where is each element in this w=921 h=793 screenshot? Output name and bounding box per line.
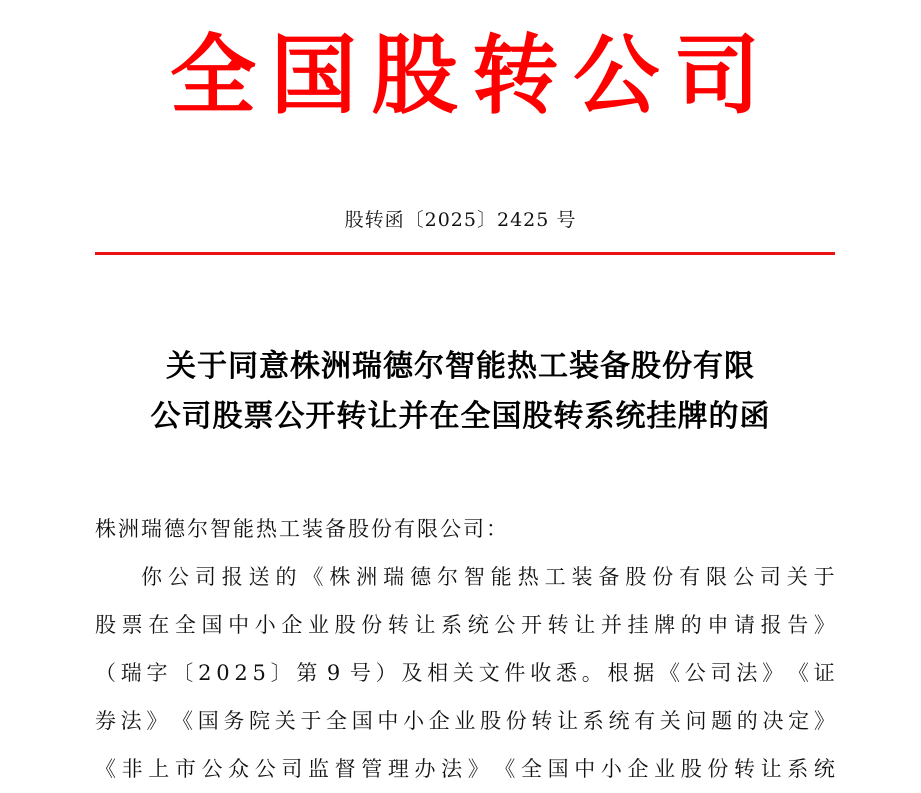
masthead-title	[95, 26, 835, 126]
title-line-2: 公司股票公开转让并在全国股转系统挂牌的函	[150, 399, 771, 434]
document-title	[90, 342, 831, 442]
body-line: 股 票 在 全 国 中 小 企 业 股 份 转 让 系 统 公 开 转 让 并 挂 牌 的 申 请 报 告 》	[95, 613, 835, 637]
title-line-1: 关于同意株洲瑞德尔智能热工装备股份有限	[166, 349, 755, 384]
masthead-char: 国	[270, 25, 357, 126]
body-line: 券 法 》 《 国 务 院 关 于 全 国 中 小 企 业 股 份 转 让 系 统 有 关 问 题 的 决 定 》	[95, 709, 835, 733]
document-number: 股转函〔2025〕2425 号	[344, 209, 577, 231]
masthead-char: 公	[573, 25, 660, 126]
masthead-char: 全	[170, 25, 256, 126]
salutation: 株洲瑞德尔智能热工装备股份有限公司：	[95, 517, 509, 541]
document-body	[95, 505, 835, 793]
body-line: 你 公 司 报 送 的 《 株 洲 瑞 德 尔 智 能 热 工 装 备 股 份 有 限 公 司 关 于	[141, 565, 835, 589]
masthead-char: 股	[371, 25, 458, 126]
masthead-char: 司	[673, 25, 760, 126]
body-line: （ 瑞 字 〔 2 0 2 5 〕 第 9 号 ） 及 相 关 文 件 收 悉 。 根 据 《 公 司 法 》 《 证	[95, 661, 835, 685]
red-divider-line	[95, 252, 835, 255]
body-line: 《 非 上 市 公 众 公 司 监 督 管 理 办 法 》 《 全 国 中 小 企 业 股 份 转 让 系 统	[95, 757, 835, 781]
masthead-char: 转	[472, 25, 559, 126]
